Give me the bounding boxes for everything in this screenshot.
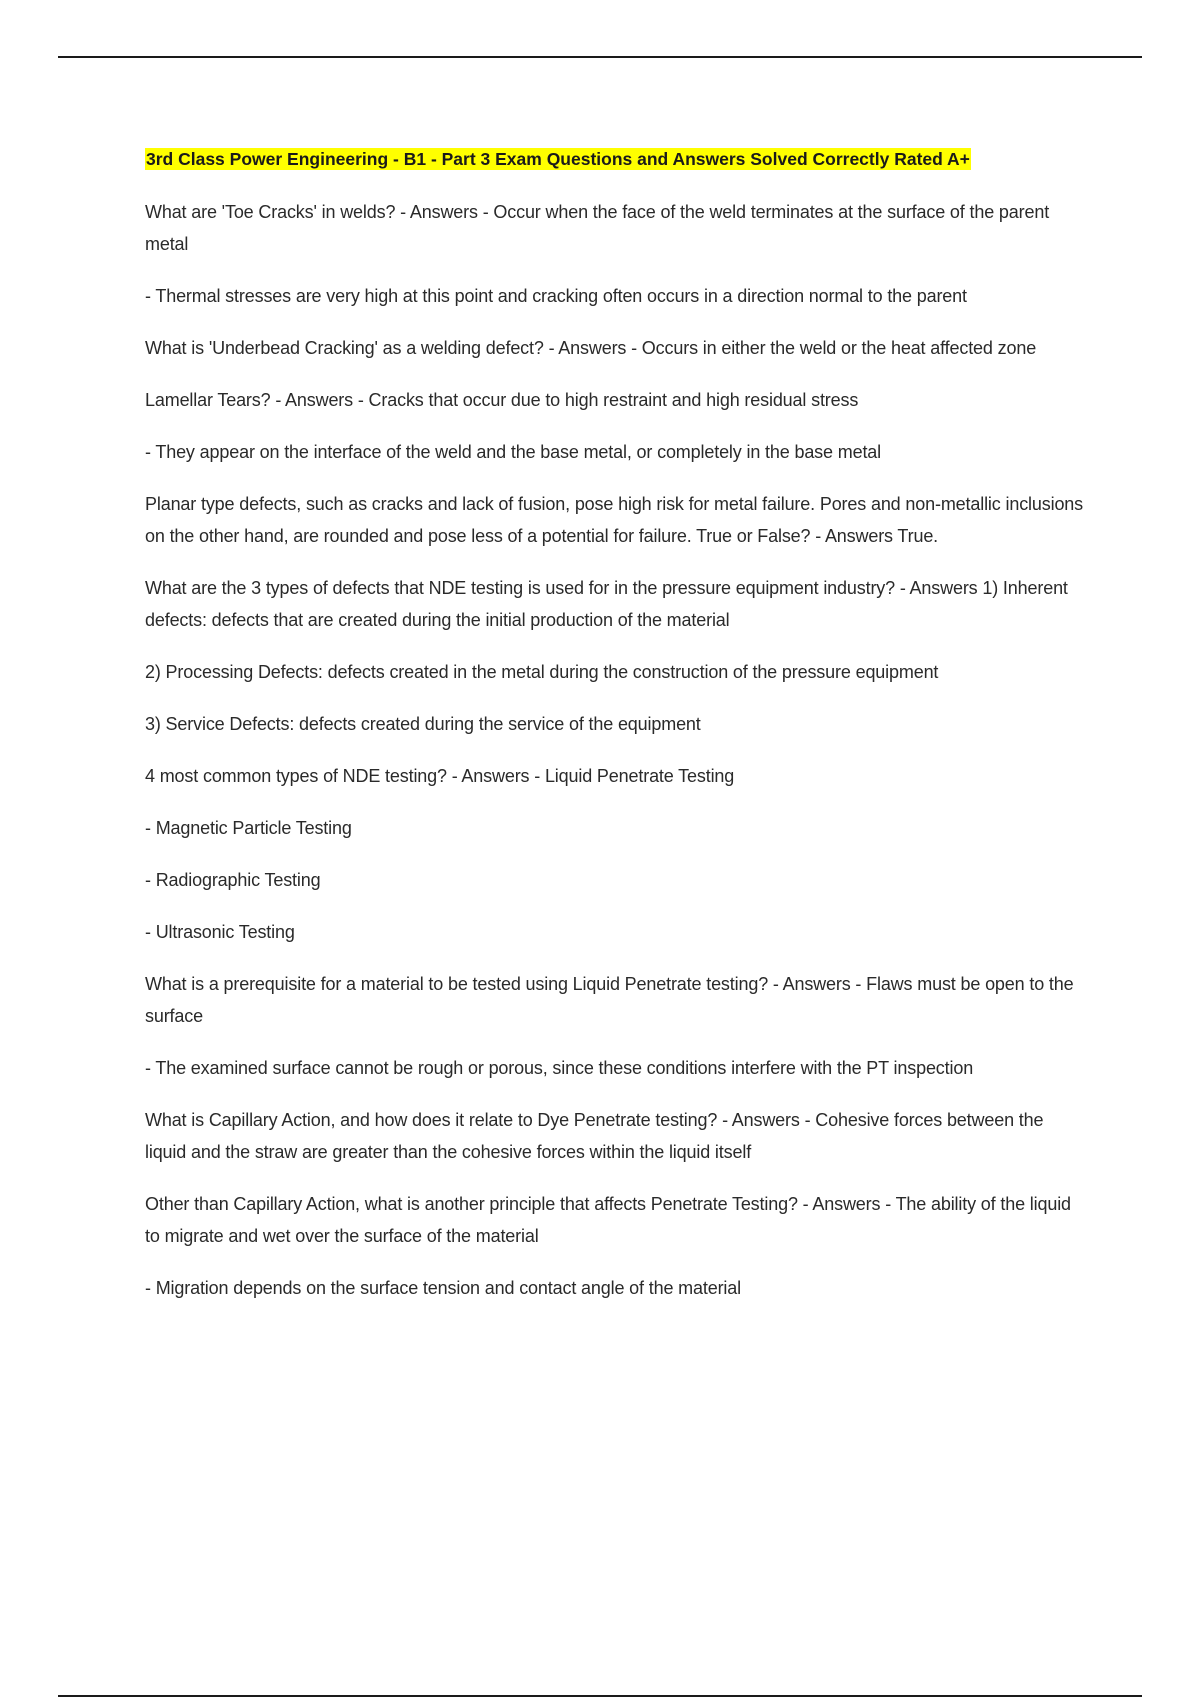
- paragraph: - Ultrasonic Testing: [145, 922, 295, 942]
- paragraph: Lamellar Tears? - Answers - Cracks that occur due to high restraint and high residual stress: [145, 390, 859, 410]
- paragraph: Planar type defects, such as cracks and lack of fusion, pose high risk for metal failure. Pores and non-metallic inclusions on the other hand, are rounded and pose less of a potential for failure. True or False? - Answers True.: [145, 494, 1084, 546]
- paragraph: - Magnetic Particle Testing: [145, 818, 352, 838]
- document-title: [145, 144, 1085, 174]
- document-body: [145, 144, 1085, 1324]
- paragraph: - Radiographic Testing: [145, 870, 321, 890]
- footer-rule: [58, 1695, 1142, 1697]
- paragraph: Other than Capillary Action, what is another principle that affects Penetrate Testing? - Answers - The ability of the liquid to migrate and wet over the surface of the material: [145, 1194, 1071, 1246]
- paragraph: - Migration depends on the surface tension and contact angle of the material: [145, 1278, 741, 1298]
- paragraph: What is Capillary Action, and how does it relate to Dye Penetrate testing? - Answers - Cohesive forces between the liquid and the straw are greater than the cohesive forces within the liquid itself: [145, 1110, 1044, 1162]
- paragraph: 4 most common types of NDE testing? - Answers - Liquid Penetrate Testing: [145, 766, 735, 786]
- title-highlight: 3rd Class Power Engineering - B1 - Part 3 Exam Questions and Answers Solved Correctly Rated A+: [146, 149, 970, 169]
- paragraph: - Thermal stresses are very high at this point and cracking often occurs in a direction normal to the parent: [145, 286, 967, 306]
- paragraph: - They appear on the interface of the weld and the base metal, or completely in the base metal: [145, 442, 882, 462]
- paragraph: What is a prerequisite for a material to be tested using Liquid Penetrate testing? - Answers - Flaws must be open to the surface: [145, 974, 1074, 1026]
- paragraph: What is 'Underbead Cracking' as a welding defect? - Answers - Occurs in either the weld or the heat affected zone: [145, 338, 1037, 358]
- paragraph: - The examined surface cannot be rough or porous, since these conditions interfere with the PT inspection: [145, 1058, 974, 1078]
- paragraph: 3) Service Defects: defects created during the service of the equipment: [145, 714, 701, 734]
- paragraph: What are the 3 types of defects that NDE testing is used for in the pressure equipment industry? - Answers 1) Inherent defects: defects that are created during the initial production of the material: [145, 578, 1068, 630]
- paragraph: What are 'Toe Cracks' in welds? - Answers - Occur when the face of the weld terminates at the surface of the parent metal: [145, 202, 1050, 254]
- paragraph: 2) Processing Defects: defects created in the metal during the construction of the pressure equipment: [145, 662, 939, 682]
- header-rule: [58, 56, 1142, 58]
